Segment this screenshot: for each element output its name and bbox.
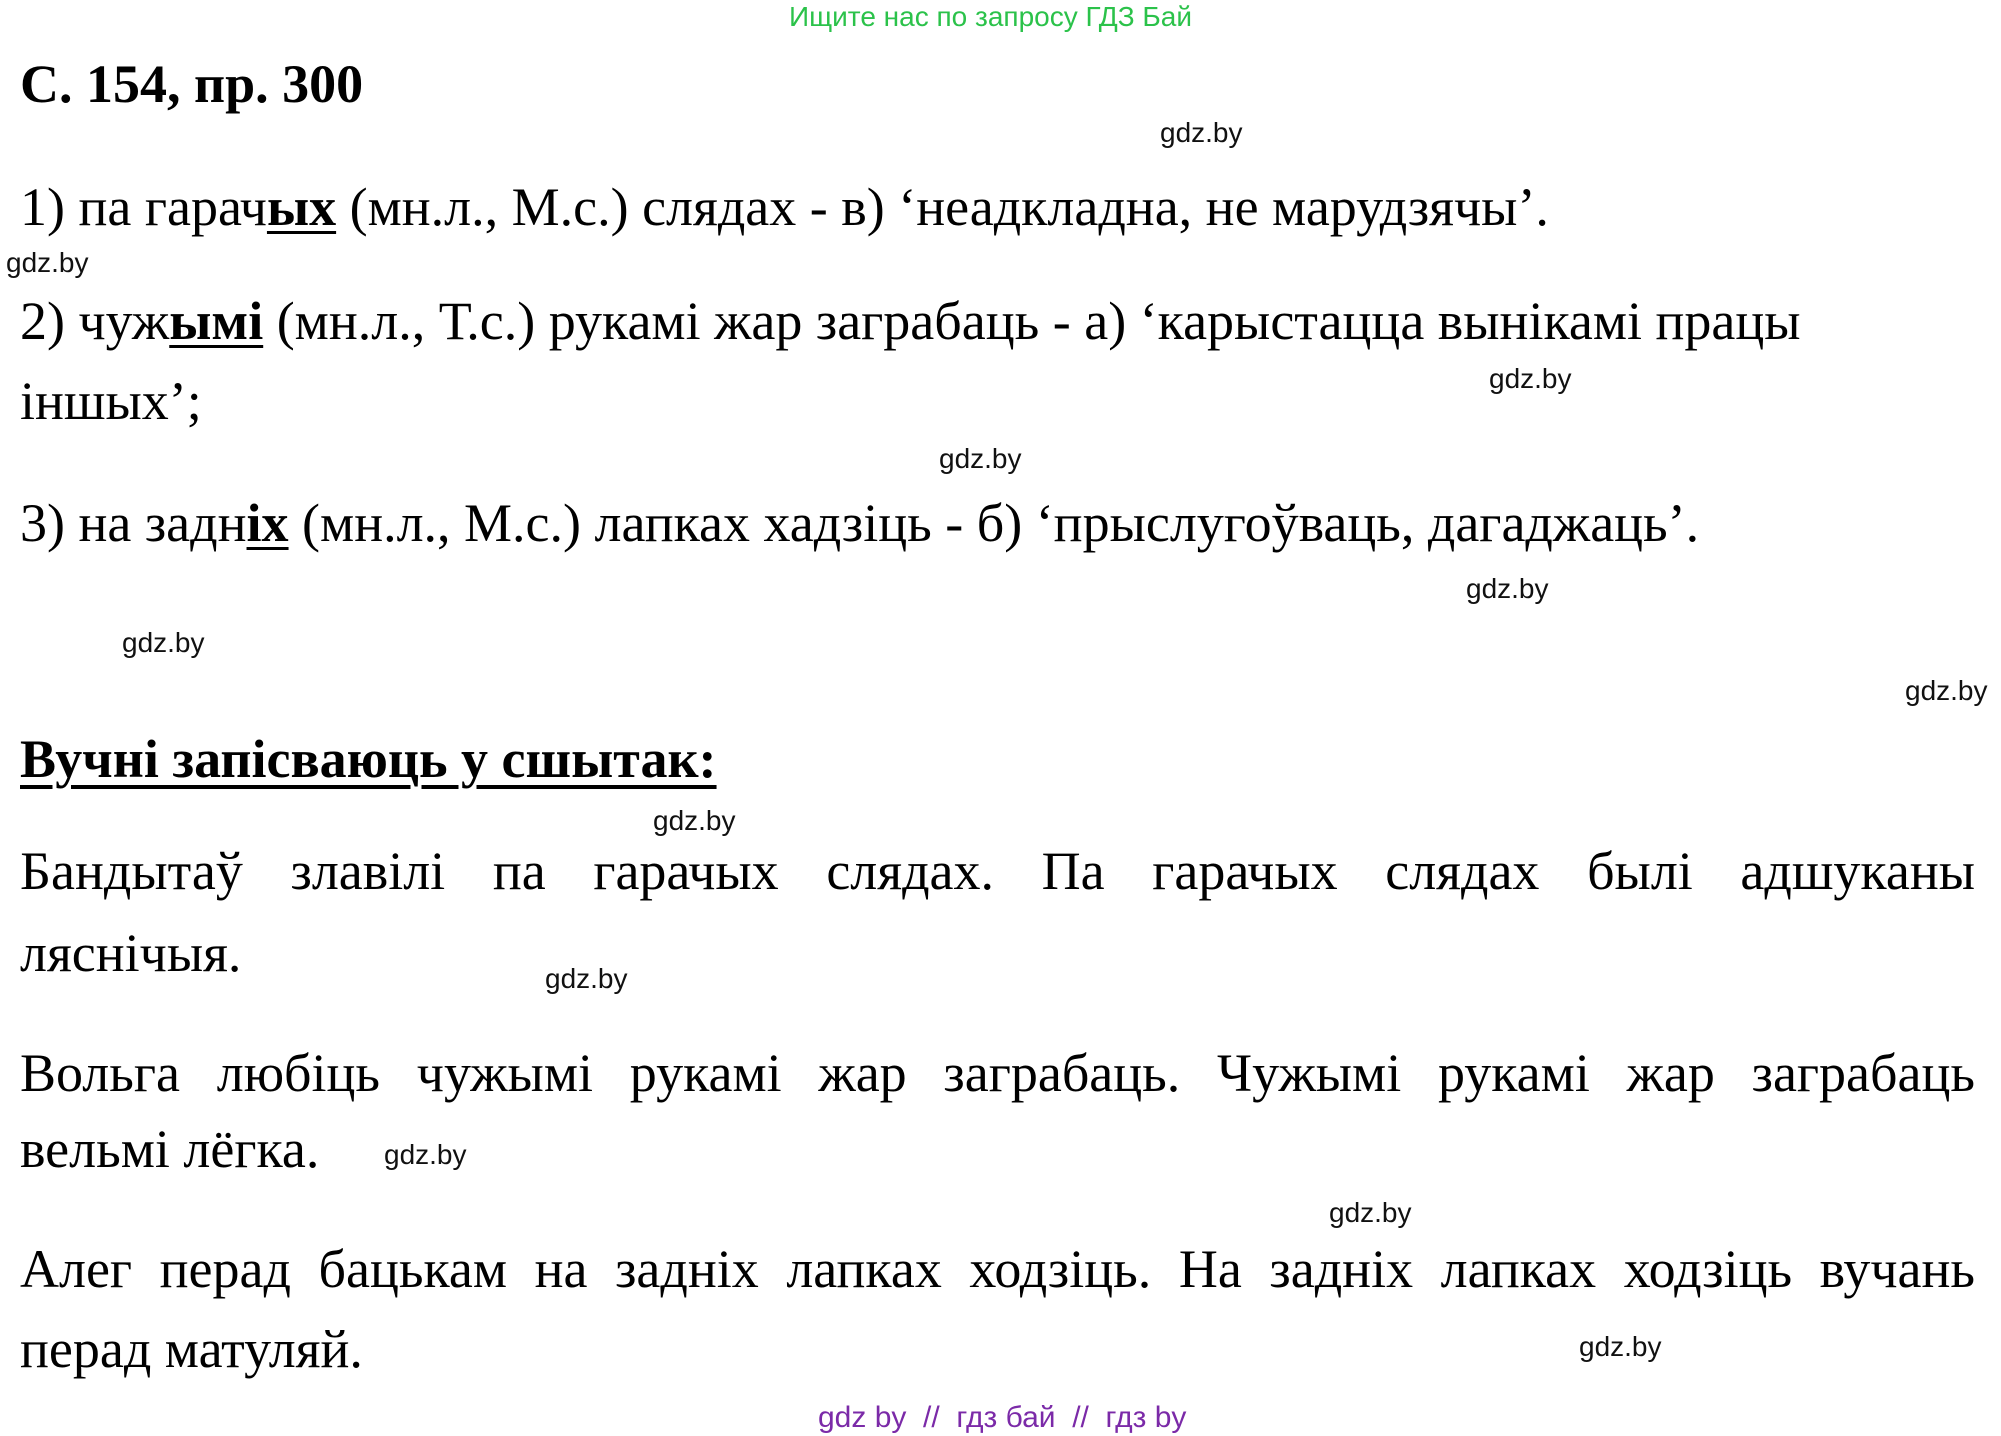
item-stem: чуж	[78, 291, 170, 351]
watermark: gdz.by	[939, 443, 1022, 474]
example-paragraph-2-line-2: вельмі лёгка.	[20, 1119, 320, 1179]
item-number: 1)	[20, 177, 79, 237]
example-paragraph-1-line-2: ляснічыя.	[20, 923, 242, 983]
watermark: gdz.by	[1329, 1197, 1412, 1228]
item-number: 3)	[20, 493, 79, 553]
item-text: (мн.л., М.с.) слядах - в) ‘неадкладна, не марудзячы’.	[336, 177, 1549, 237]
item-ending: ымі	[169, 291, 264, 351]
watermark: gdz.by	[6, 247, 89, 278]
watermark: gdz.by	[1905, 675, 1988, 706]
section-heading: Вучні запісваюць у сшытак:	[20, 729, 717, 789]
top-banner: Ищите нас по запросу ГДЗ Бай	[789, 1, 1193, 32]
exercise-item-1	[20, 174, 1549, 240]
example-paragraph-3-line-2: перад матуляй.	[20, 1319, 363, 1379]
watermark: gdz.by	[1466, 573, 1549, 604]
watermark: gdz.by	[1160, 117, 1243, 148]
item-number: 2)	[20, 291, 79, 351]
item-text: (мн.л., Т.с.) рукамі жар заграбаць - а) ‘карыстацца вынікамі працы	[263, 291, 1801, 351]
exercise-item-2	[20, 288, 1801, 354]
watermark: gdz.by	[1579, 1331, 1662, 1362]
item-ending: іх	[246, 493, 289, 553]
example-paragraph-2-line-1: Вольга любіць чужымі рукамі жар заграбаць. Чужымі рукамі жар заграбаць	[20, 1043, 1975, 1103]
exercise-item-3	[20, 490, 1699, 556]
item-stem: на задн	[78, 493, 247, 553]
exercise-item-2-continuation: іншых’;	[20, 371, 202, 431]
bottom-banner: gdz by // гдз бай // гдз by	[818, 1401, 1187, 1434]
watermark: gdz.by	[122, 627, 205, 658]
item-stem: па гарач	[78, 177, 267, 237]
example-paragraph-1-line-1: Бандытаў злавілі па гарачых слядах. Па гарачых слядах былі адшуканы	[20, 841, 1975, 901]
watermark: gdz.by	[384, 1139, 467, 1170]
page-title: С. 154, пр. 300	[20, 54, 364, 114]
watermark: gdz.by	[545, 963, 628, 994]
example-paragraph-3-line-1: Алег перад бацькам на задніх лапках ходзіць. На задніх лапках ходзіць вучань	[20, 1239, 1975, 1299]
item-ending: ых	[266, 177, 337, 237]
item-text: (мн.л., М.с.) лапках хадзіць - б) ‘прыслугоўваць, дагаджаць’.	[288, 493, 1700, 553]
watermark: gdz.by	[1489, 363, 1572, 394]
watermark: gdz.by	[653, 805, 736, 836]
